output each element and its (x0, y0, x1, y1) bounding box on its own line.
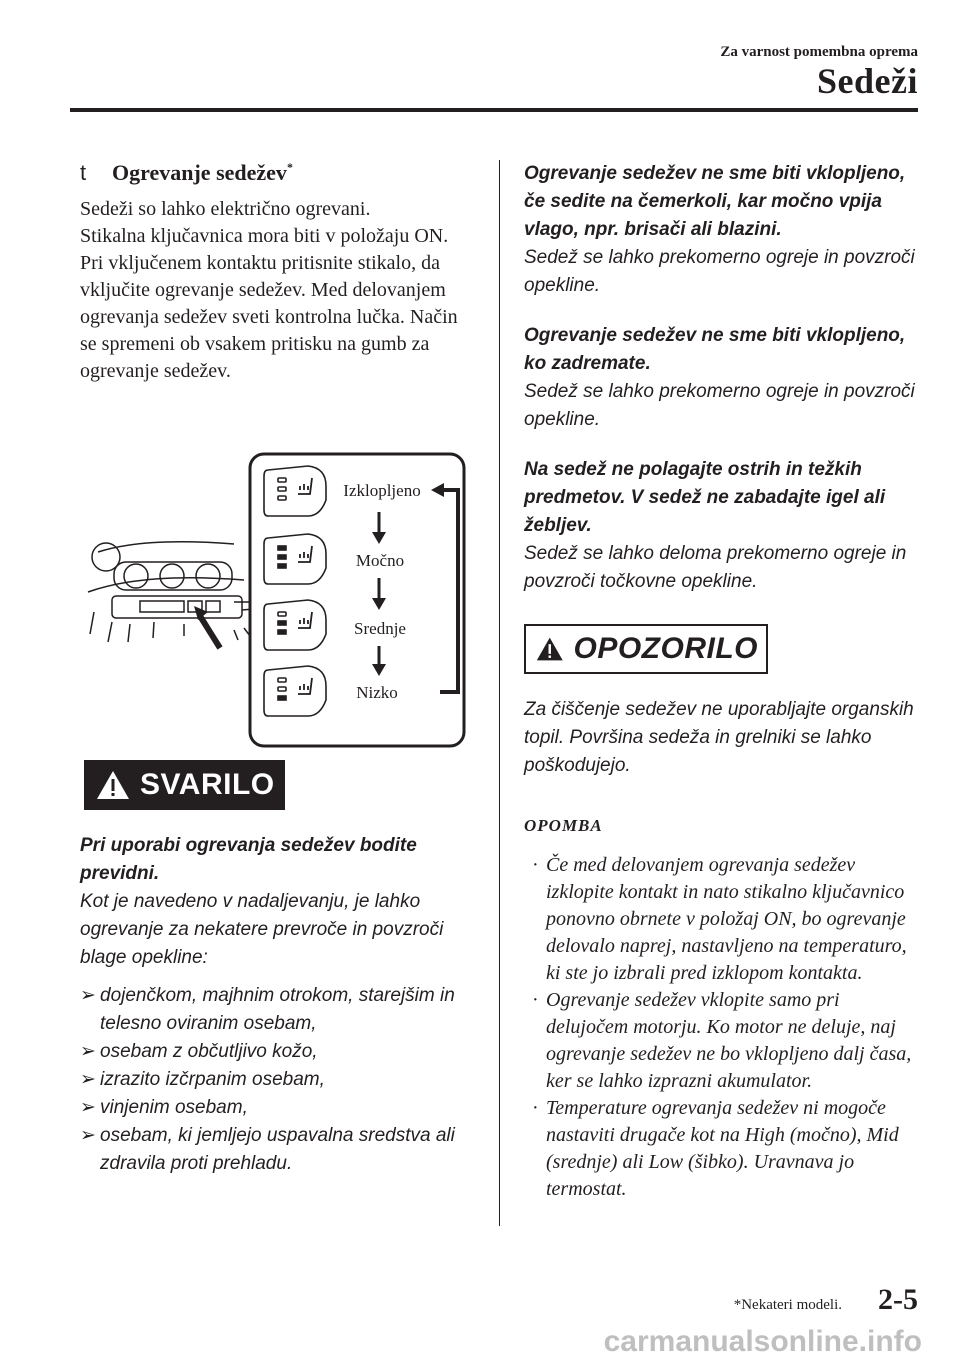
caution-text: Za čiščenje sedežev ne uporabljajte organskih topil. Površina sedeža in grelniki se lahko poškodujejo. (524, 699, 914, 776)
section-heading (80, 160, 472, 186)
warning-item (524, 456, 920, 596)
warning-badge (84, 760, 285, 810)
pointer-arrow (200, 616, 220, 648)
warning-badge-wrap (84, 760, 285, 810)
page-number: 2-5 (878, 1283, 918, 1316)
list-item: ➢ izrazito izčrpanim osebam, (80, 1066, 476, 1094)
left-column (80, 160, 472, 385)
warning-body-text: Sedež se lahko prekomerno ogreje in povzroči opekline. (524, 247, 915, 296)
warning-label: SVARILO (140, 768, 275, 801)
left-warning-text (80, 832, 476, 1178)
section-body (80, 196, 472, 385)
body-paragraph: Sedeži so lahko električno ogrevani. (80, 198, 371, 220)
note-item: · Če med delovanjem ogrevanja sedežev izklopite kontakt in nato stikalno ključavnico ponovno obrnete v položaj ON, bo ogrevanje delovalo naprej, nastavljeno na temperaturo, ki ste jo izbrali pred izklopom kontakta. (532, 854, 907, 984)
warning-triangle-icon (536, 634, 564, 664)
warning-triangle-icon (96, 770, 130, 800)
section-heading-text: Ogrevanje sedežev (112, 160, 287, 185)
note-item: · Temperature ogrevanja sedežev ni mogoče nastaviti drugače kot na High (močno), Mid (srednje) ali Low (šibko). Uravnava jo termostat. (532, 1097, 899, 1200)
model-footnote-mark: * (286, 160, 293, 174)
warning-item (524, 160, 920, 300)
list-item: ➢ osebam z občutljivo kožo, (80, 1038, 476, 1066)
warning-list (80, 982, 476, 1178)
right-column (524, 160, 920, 1203)
label-high: Močno (355, 551, 405, 570)
arrow-icon: ➢ (80, 1041, 96, 1062)
warning-bold-text: Na sedež ne polagajte ostrih in težkih predmetov. V sedež ne zabadajte igel ali žebljev. (524, 459, 886, 536)
header-section-label: Za varnost pomembna oprema (720, 44, 918, 60)
seat-heater-diagram (84, 452, 466, 748)
caution-label: OPOZORILO (573, 632, 758, 665)
label-off: Izklopljeno (343, 481, 421, 500)
note-heading: OPOMBA (524, 816, 603, 835)
column-divider (499, 160, 500, 1226)
caution-badge (524, 624, 768, 674)
page-title: Sedeži (817, 61, 918, 101)
list-item: ➢ vinjenim osebam, (80, 1094, 476, 1122)
seat-heater-figure (84, 452, 466, 748)
note-list (524, 852, 920, 1203)
arrow-icon: ➢ (80, 1097, 96, 1118)
warning-item (524, 322, 920, 434)
warning-body-text: Sedež se lahko prekomerno ogreje in povzroči opekline. (524, 381, 915, 430)
note-item: · Ogrevanje sedežev vklopite samo pri delujočem motorju. Ko motor ne deluje, naj ogrevanje sedežev ne bo vklopljeno dalj časa, ker se lahko izprazni akumulator. (532, 989, 912, 1092)
arrow-icon: ➢ (80, 1069, 96, 1090)
warning-bold-text: Ogrevanje sedežev ne sme biti vklopljeno, ko zadremate. (524, 325, 906, 374)
body-paragraph: Stikalna ključavnica mora biti v položaju ON. (80, 225, 449, 247)
dashboard-sketch (88, 542, 275, 642)
watermark: carmanualsonline.info (603, 1325, 922, 1358)
body-paragraph: Pri vključenem kontaktu pritisnite stikalo, da vključite ogrevanje sedežev. Med delovanjem ogrevanja sedežev sveti kontrolna lučka. Način se spremeni ob vsakem pritisku na gumb za ogrevanje sedežev. (80, 252, 458, 382)
list-item: ➢ osebam, ki jemljejo uspavalna sredstva ali zdravila proti prehladu. (80, 1122, 476, 1178)
list-item: ➢ dojenčkom, majhnim otrokom, starejšim in telesno oviranim osebam, (80, 982, 476, 1038)
warning-body-text: Sedež se lahko deloma prekomerno ogreje in povzroči točkovne opekline. (524, 543, 907, 592)
label-low: Nizko (356, 683, 398, 702)
warning-bold-text: Pri uporabi ogrevanja sedežev bodite previdni. (80, 835, 417, 884)
section-bullet: t (80, 160, 87, 185)
caution-badge-wrap (524, 624, 920, 674)
arrow-icon: ➢ (80, 985, 96, 1006)
footnote: *Nekateri modeli. (733, 1297, 842, 1313)
warning-bold-text: Ogrevanje sedežev ne sme biti vklopljeno, če sedite na čemerkoli, kar močno vpija vlago, npr. brisači ali blazini. (524, 163, 906, 240)
header-rule (70, 108, 918, 112)
label-mid: Srednje (354, 619, 406, 638)
warning-body-text: Kot je navedeno v nadaljevanju, je lahko ogrevanje za nekatere prevroče in povzroči blage opekline: (80, 891, 444, 968)
arrow-icon: ➢ (80, 1125, 96, 1146)
